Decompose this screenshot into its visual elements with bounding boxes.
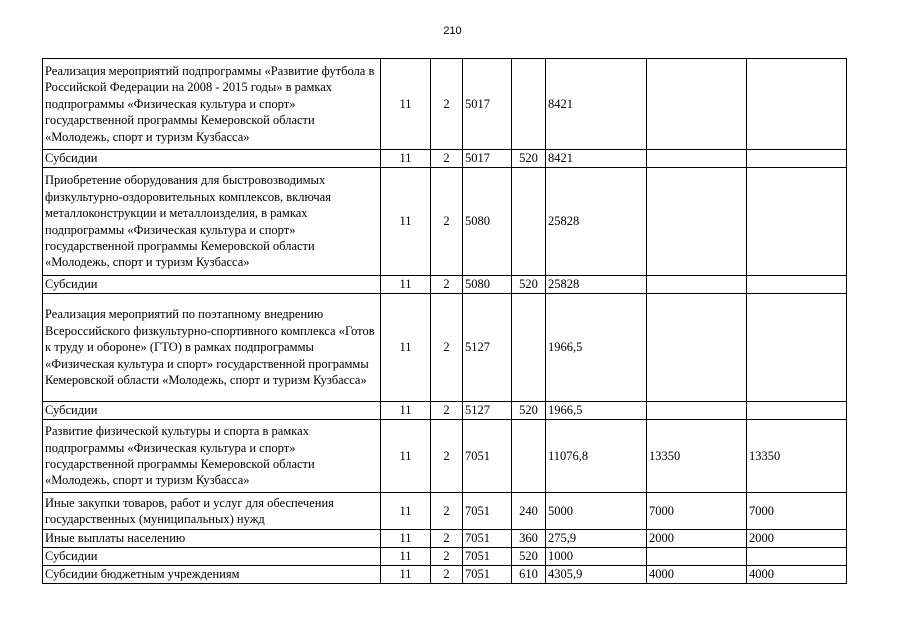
subsection-code: 2 bbox=[431, 150, 463, 168]
subsection-code: 2 bbox=[431, 294, 463, 402]
subsection-code: 2 bbox=[431, 276, 463, 294]
expense-type-code bbox=[512, 294, 546, 402]
expense-type-code bbox=[512, 59, 546, 150]
amount-3 bbox=[747, 59, 847, 150]
amount-2 bbox=[647, 294, 747, 402]
amount-1: 8421 bbox=[546, 59, 647, 150]
subsection-code: 2 bbox=[431, 530, 463, 548]
amount-1: 1000 bbox=[546, 548, 647, 566]
table-row bbox=[43, 276, 847, 294]
target-code: 7051 bbox=[463, 493, 512, 530]
amount-2: 13350 bbox=[647, 420, 747, 493]
table-row bbox=[43, 168, 847, 276]
target-code: 7051 bbox=[463, 420, 512, 493]
table-row bbox=[43, 402, 847, 420]
amount-1: 25828 bbox=[546, 168, 647, 276]
row-name: Приобретение оборудования для быстровозводимых физкультурно-оздоровительных комплексов, включая металлоконструкции и металлоизделия, в рамках подпрограммы «Физическая культура и спорт» государственной программы Кемеровской области «Молодежь, спорт и туризм Кузбасса» bbox=[43, 168, 381, 276]
table-row bbox=[43, 59, 847, 150]
subsection-code: 2 bbox=[431, 548, 463, 566]
subsection-code: 2 bbox=[431, 59, 463, 150]
target-code: 7051 bbox=[463, 548, 512, 566]
amount-2 bbox=[647, 150, 747, 168]
table-row bbox=[43, 294, 847, 402]
section-code: 11 bbox=[381, 276, 431, 294]
table-row bbox=[43, 566, 847, 584]
expense-type-code: 360 bbox=[512, 530, 546, 548]
expense-type-code: 240 bbox=[512, 493, 546, 530]
target-code: 7051 bbox=[463, 530, 512, 548]
row-name: Развитие физической культуры и спорта в рамках подпрограммы «Физическая культура и спорт» государственной программы Кемеровской области «Молодежь, спорт и туризм Кузбасса» bbox=[43, 420, 381, 493]
amount-3: 13350 bbox=[747, 420, 847, 493]
section-code: 11 bbox=[381, 420, 431, 493]
subsection-code: 2 bbox=[431, 420, 463, 493]
target-code: 5080 bbox=[463, 168, 512, 276]
amount-3 bbox=[747, 402, 847, 420]
table-row bbox=[43, 150, 847, 168]
row-name: Субсидии bbox=[43, 402, 381, 420]
row-name: Субсидии бюджетным учреждениям bbox=[43, 566, 381, 584]
row-name: Субсидии bbox=[43, 548, 381, 566]
target-code: 5080 bbox=[463, 276, 512, 294]
amount-3 bbox=[747, 294, 847, 402]
row-name: Иные закупки товаров, работ и услуг для обеспечения государственных (муниципальных) нужд bbox=[43, 493, 381, 530]
amount-2 bbox=[647, 548, 747, 566]
section-code: 11 bbox=[381, 548, 431, 566]
row-name: Иные выплаты населению bbox=[43, 530, 381, 548]
target-code: 5127 bbox=[463, 402, 512, 420]
expense-type-code: 520 bbox=[512, 276, 546, 294]
amount-1: 11076,8 bbox=[546, 420, 647, 493]
amount-2 bbox=[647, 168, 747, 276]
section-code: 11 bbox=[381, 402, 431, 420]
section-code: 11 bbox=[381, 294, 431, 402]
amount-1: 1966,5 bbox=[546, 402, 647, 420]
amount-1: 1966,5 bbox=[546, 294, 647, 402]
section-code: 11 bbox=[381, 150, 431, 168]
row-name: Реализация мероприятий по поэтапному внедрению Всероссийского физкультурно-спортивного комплекса «Готов к труду и обороне» (ГТО) в рамках подпрограммы «Физическая культура и спорт» государственной программы Кемеровской области «Молодежь, спорт и туризм Кузбасса» bbox=[43, 294, 381, 402]
target-code: 5017 bbox=[463, 59, 512, 150]
table-row bbox=[43, 420, 847, 493]
amount-2 bbox=[647, 402, 747, 420]
section-code: 11 bbox=[381, 168, 431, 276]
amount-2 bbox=[647, 276, 747, 294]
expense-type-code: 520 bbox=[512, 548, 546, 566]
expense-type-code: 520 bbox=[512, 150, 546, 168]
amount-3: 4000 bbox=[747, 566, 847, 584]
section-code: 11 bbox=[381, 493, 431, 530]
expense-type-code bbox=[512, 168, 546, 276]
amount-2: 4000 bbox=[647, 566, 747, 584]
page-number: 210 bbox=[443, 25, 462, 37]
subsection-code: 2 bbox=[431, 168, 463, 276]
target-code: 5127 bbox=[463, 294, 512, 402]
target-code: 7051 bbox=[463, 566, 512, 584]
row-name: Субсидии bbox=[43, 150, 381, 168]
amount-1: 25828 bbox=[546, 276, 647, 294]
amount-1: 275,9 bbox=[546, 530, 647, 548]
amount-2 bbox=[647, 59, 747, 150]
table-row bbox=[43, 548, 847, 566]
table-row bbox=[43, 530, 847, 548]
amount-1: 4305,9 bbox=[546, 566, 647, 584]
subsection-code: 2 bbox=[431, 493, 463, 530]
amount-3 bbox=[747, 150, 847, 168]
target-code: 5017 bbox=[463, 150, 512, 168]
row-name: Субсидии bbox=[43, 276, 381, 294]
table-row bbox=[43, 493, 847, 530]
section-code: 11 bbox=[381, 59, 431, 150]
amount-3 bbox=[747, 276, 847, 294]
budget-table bbox=[42, 58, 847, 584]
amount-3 bbox=[747, 548, 847, 566]
subsection-code: 2 bbox=[431, 566, 463, 584]
section-code: 11 bbox=[381, 530, 431, 548]
section-code: 11 bbox=[381, 566, 431, 584]
amount-1: 5000 bbox=[546, 493, 647, 530]
expense-type-code: 520 bbox=[512, 402, 546, 420]
amount-1: 8421 bbox=[546, 150, 647, 168]
subsection-code: 2 bbox=[431, 402, 463, 420]
expense-type-code: 610 bbox=[512, 566, 546, 584]
amount-2: 7000 bbox=[647, 493, 747, 530]
row-name: Реализация мероприятий подпрограммы «Развитие футбола в Российской Федерации на 2008 - 2015 годы» в рамках подпрограммы «Физическая культура и спорт» государственной программы Кемеровской области «Молодежь, спорт и туризм Кузбасса» bbox=[43, 59, 381, 150]
amount-3: 2000 bbox=[747, 530, 847, 548]
amount-3: 7000 bbox=[747, 493, 847, 530]
amount-3 bbox=[747, 168, 847, 276]
expense-type-code bbox=[512, 420, 546, 493]
amount-2: 2000 bbox=[647, 530, 747, 548]
